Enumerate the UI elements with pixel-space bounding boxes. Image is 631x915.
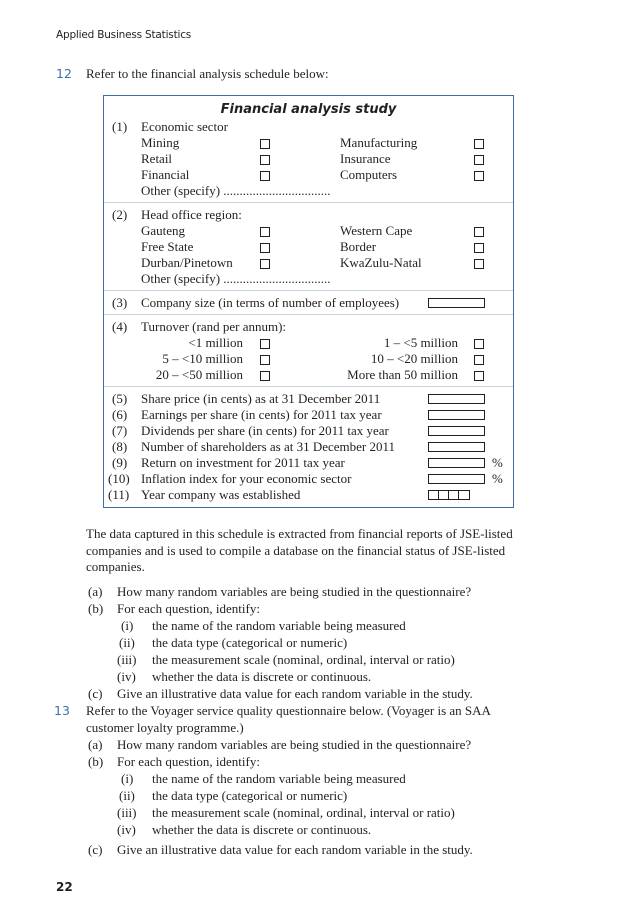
checkbox-under-1-million[interactable] (260, 339, 270, 349)
q13-a-label: (a) (88, 737, 103, 752)
return-on-investment-field[interactable] (428, 458, 485, 468)
option-under-1-million: <1 million (188, 335, 243, 350)
item-11-label: Year company was established (141, 487, 301, 502)
q12-a-label: (a) (88, 584, 103, 599)
q13-b-text: For each question, identify: (117, 754, 260, 769)
inflation-index-field[interactable] (428, 474, 485, 484)
option-financial: Financial (141, 167, 190, 182)
digit-divider (458, 491, 459, 499)
q13-sub-text: the measurement scale (nominal, ordinal, interval or ratio) (152, 805, 455, 820)
checkbox-western-cape[interactable] (474, 227, 484, 237)
q12-sub-label: (iii) (117, 652, 137, 667)
option-free-state: Free State (141, 239, 194, 254)
item-8-label: Number of shareholders as at 31 December 2011 (141, 439, 396, 454)
section-divider (104, 202, 513, 203)
option-insurance: Insurance (340, 151, 391, 166)
checkbox-mining[interactable] (260, 139, 270, 149)
digit-divider (448, 491, 449, 499)
q13-c-text: Give an illustrative data value for each random variable in the study. (117, 842, 473, 857)
section-divider (104, 386, 513, 387)
question-12-intro: Refer to the financial analysis schedule below: (86, 66, 329, 81)
q12-b-text: For each question, identify: (117, 601, 260, 616)
option-gauteng: Gauteng (141, 223, 186, 238)
section-divider (104, 314, 513, 315)
q12-sub-text: the name of the random variable being measured (152, 618, 406, 633)
question-12-paragraph: The data captured in this schedule is extracted from financial reports of JSE-listed companies and is used to compile a database on the financial status of JSE-listed companies. (86, 526, 513, 574)
option-western-cape: Western Cape (340, 223, 413, 238)
checkbox-durban-pinetown[interactable] (260, 259, 270, 269)
option-kwazulu-natal: KwaZulu-Natal (340, 255, 422, 270)
q13-sub-label: (iv) (117, 822, 136, 837)
option-1-to-5-million: 1 – <5 million (383, 335, 458, 350)
section-2-number: (2) (112, 207, 128, 222)
option-computers: Computers (340, 167, 398, 182)
item-5-number: (5) (112, 391, 128, 406)
option-manufacturing: Manufacturing (340, 135, 418, 150)
q13-sub-text: the name of the random variable being measured (152, 771, 406, 786)
checkbox-retail[interactable] (260, 155, 270, 165)
q13-a-text: How many random variables are being studied in the questionnaire? (117, 737, 472, 752)
dividends-per-share-field[interactable] (428, 426, 485, 436)
question-13-intro: Refer to the Voyager service quality questionnaire below. (Voyager is an SAA (86, 703, 491, 718)
checkbox-financial[interactable] (260, 171, 270, 181)
q13-c-label: (c) (88, 842, 103, 857)
q13-sub-label: (i) (121, 771, 134, 786)
checkbox-computers[interactable] (474, 171, 484, 181)
percent-suffix: % (492, 471, 503, 486)
q12-sub-label: (i) (121, 618, 134, 633)
option-retail: Retail (141, 151, 173, 166)
company-size-field[interactable] (428, 298, 485, 308)
running-head: Applied Business Statistics (56, 29, 192, 41)
item-8-number: (8) (112, 439, 128, 454)
form-title: Financial analysis study (220, 102, 397, 117)
financial-analysis-form (103, 95, 514, 508)
section-2-label: Head office region: (141, 207, 242, 222)
q13-sub-label: (ii) (119, 788, 135, 803)
option-more-than-50-million: More than 50 million (347, 367, 458, 382)
question-12-number: 12 (56, 66, 72, 81)
option-durban-pinetown: Durban/Pinetown (141, 255, 233, 270)
q13-sub-text: the data type (categorical or numeric) (152, 788, 348, 803)
option-5-to-10-million: 5 – <10 million (162, 351, 243, 366)
question-13-intro-cont: customer loyalty programme.) (86, 720, 244, 735)
option-mining: Mining (141, 135, 180, 150)
item-11-number: (11) (108, 487, 130, 502)
percent-suffix: % (492, 455, 503, 470)
option-border: Border (340, 239, 377, 254)
checkbox-manufacturing[interactable] (474, 139, 484, 149)
checkbox-insurance[interactable] (474, 155, 484, 165)
digit-divider (438, 491, 439, 499)
section-1-number: (1) (112, 119, 128, 134)
q12-sub-label: (iv) (117, 669, 136, 684)
q12-c-text: Give an illustrative data value for each random variable in the study. (117, 686, 473, 701)
item-10-label: Inflation index for your economic sector (141, 471, 352, 486)
section-divider (104, 290, 513, 291)
section-1-other: Other (specify) ................................. (141, 183, 331, 198)
q13-b-label: (b) (88, 754, 104, 769)
checkbox-gauteng[interactable] (260, 227, 270, 237)
section-4-label: Turnover (rand per annum): (141, 319, 287, 334)
shareholders-field[interactable] (428, 442, 485, 452)
section-4-number: (4) (112, 319, 128, 334)
q12-c-label: (c) (88, 686, 103, 701)
page-number: 22 (56, 880, 73, 894)
item-6-label: Earnings per share (in cents) for 2011 tax year (141, 407, 382, 422)
year-established-field[interactable] (428, 490, 470, 500)
earnings-per-share-field[interactable] (428, 410, 485, 420)
q13-sub-text: whether the data is discrete or continuous. (152, 822, 372, 837)
checkbox-1-to-5-million[interactable] (474, 339, 484, 349)
q12-a-text: How many random variables are being studied in the questionnaire? (117, 584, 472, 599)
item-9-label: Return on investment for 2011 tax year (141, 455, 345, 470)
checkbox-free-state[interactable] (260, 243, 270, 253)
option-10-to-20-million: 10 – <20 million (370, 351, 458, 366)
section-1-label: Economic sector (141, 119, 228, 134)
option-20-to-50-million: 20 – <50 million (155, 367, 243, 382)
q12-sub-text: the measurement scale (nominal, ordinal, interval or ratio) (152, 652, 455, 667)
item-6-number: (6) (112, 407, 128, 422)
checkbox-border[interactable] (474, 243, 484, 253)
q12-sub-text: the data type (categorical or numeric) (152, 635, 348, 650)
item-7-label: Dividends per share (in cents) for 2011 tax year (141, 423, 389, 438)
item-5-label: Share price (in cents) as at 31 December 2011 (141, 391, 381, 406)
question-13-number: 13 (54, 703, 70, 718)
item-9-number: (9) (112, 455, 128, 470)
checkbox-kwazulu-natal[interactable] (474, 259, 484, 269)
item-10-number: (10) (108, 471, 130, 486)
section-2-other: Other (specify) ................................. (141, 271, 331, 286)
section-3-number: (3) (112, 295, 128, 310)
q12-sub-label: (ii) (119, 635, 135, 650)
item-7-number: (7) (112, 423, 128, 438)
checkbox-10-to-20-million[interactable] (474, 355, 484, 365)
checkbox-more-than-50-million[interactable] (474, 371, 484, 381)
q12-sub-text: whether the data is discrete or continuous. (152, 669, 372, 684)
section-3-label: Company size (in terms of number of employees) (141, 295, 400, 310)
checkbox-5-to-10-million[interactable] (260, 355, 270, 365)
q13-sub-label: (iii) (117, 805, 137, 820)
share-price-field[interactable] (428, 394, 485, 404)
q12-b-label: (b) (88, 601, 104, 616)
checkbox-20-to-50-million[interactable] (260, 371, 270, 381)
